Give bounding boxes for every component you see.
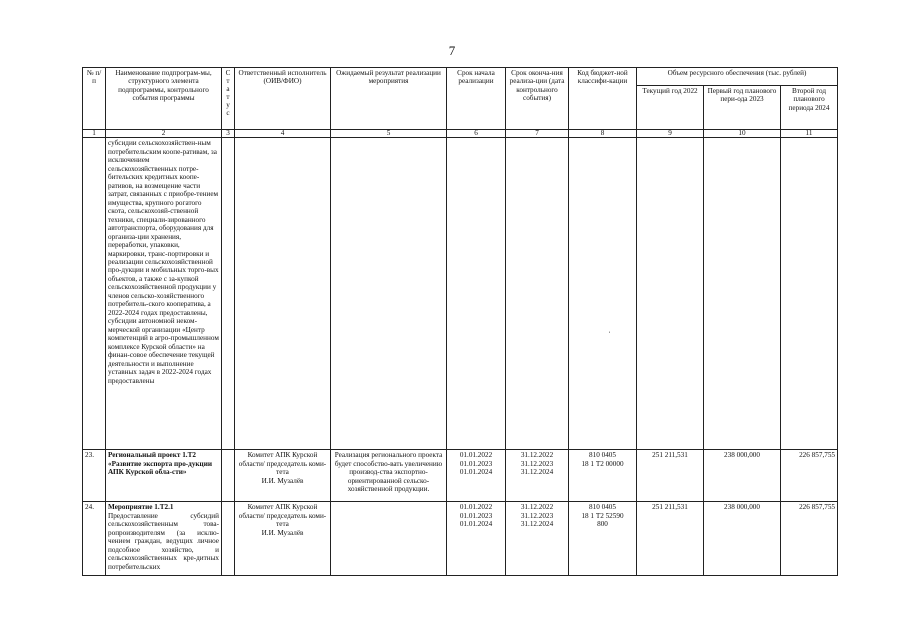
header-year-2023: Первый год планового пери-ода 2023 <box>704 86 781 130</box>
start-date: 01.01.2023 <box>459 511 493 520</box>
amount-2022: 251 211,531 <box>637 502 704 576</box>
row-number: 24. <box>83 502 106 576</box>
column-number: 10 <box>704 130 781 138</box>
budget-code <box>569 502 637 576</box>
header-end: Срок оконча-ния реализа-ции (дата контрольного события) <box>506 68 569 130</box>
column-number: 2 <box>106 130 222 138</box>
executor-name: И.И. Музалёв <box>261 528 304 537</box>
start-dates <box>447 450 506 502</box>
end-dates <box>506 450 569 502</box>
table-row <box>83 502 838 576</box>
measure-text: Предоставление субсидий сельскохозяйственным това-ропроизводителям (за исклю-чением граждан, ведущих личное подсобное хозяйство, и сельскохозяйственных кре-дитных потребительских <box>108 511 219 571</box>
continuation-text: субсидии сельскохозяйствен-ным потребительским коопе-ративам, за исключением сельскохозяйственных потре-бительских кредитных коопе-ративов, на возмещение части затрат, связанных с приобре-тением имущества, крупного рогатого скота, сельскохозяй-ственной техники, специали-зированного автотранспорта, оборудования для организа-ции хранения, переработки, упаковки, маркировки, транс-портировки и реализации сельскохозяйственной про-дукции и мобильных торго-вых объектов, а также с за-купкой сельскохозяйственной продукции у членов сельско-хозяйственного потребитель-ского кооператива, а 2022-2024 годах предоставлены, субсидии автономной неком-мерческой организации «Центр компетенций в агро-промышленном комплексе Курской области» на финан-совое обеспечение текущей деятельности и выполнение уставных задач в 2022-2024 годах предоставлены <box>106 138 222 450</box>
column-number: 6 <box>447 130 506 138</box>
amount-2023: 238 000,000 <box>704 450 781 502</box>
table-row <box>83 450 838 502</box>
start-date: 01.01.2023 <box>459 459 493 468</box>
end-date: 31.12.2023 <box>520 511 554 520</box>
expected-result: Реализация регионального проекта будет способство-вать увеличению производ-ства экспортно-ориентированной сельско-хозяйственной продукции. <box>331 450 447 502</box>
end-date: 31.12.2024 <box>520 520 554 529</box>
resource-table <box>82 67 838 576</box>
executor-name: И.И. Музалёв <box>261 476 304 485</box>
column-number: 9 <box>637 130 704 138</box>
header-year-2022: Текущий год 2022 <box>637 86 704 130</box>
header-name: Наименование подпрограм-мы, структурного элемента подпрограммы, контрольного события программы <box>106 68 222 130</box>
amount-2022: 251 211,531 <box>637 450 704 502</box>
end-date: 31.12.2022 <box>520 451 554 460</box>
column-number: 7 <box>506 130 569 138</box>
start-date: 01.01.2024 <box>459 468 493 477</box>
amount-2024: 226 857,755 <box>781 450 838 502</box>
budget-code <box>569 450 637 502</box>
start-date: 01.01.2022 <box>459 451 493 460</box>
start-date: 01.01.2024 <box>459 520 493 529</box>
measure-name <box>106 502 222 576</box>
header-year-2024: Второй год планового периода 2024 <box>781 86 838 130</box>
header-result: Ожидаемый результат реализации мероприятия <box>331 68 447 130</box>
executor <box>235 450 331 502</box>
end-dates <box>506 502 569 576</box>
end-date: 31.12.2024 <box>520 468 554 477</box>
header-resources: Объем ресурсного обеспечения (тыс. рублей) <box>637 68 838 86</box>
column-number: 8 <box>569 130 637 138</box>
header-num: № п/п <box>83 68 106 130</box>
end-date: 31.12.2022 <box>520 503 554 512</box>
executor-org: Комитет АПК Курской области/ председатель коми-тета <box>238 503 327 529</box>
executor-org: Комитет АПК Курской области/ председатель коми-тета <box>238 451 327 477</box>
table-row <box>83 138 838 450</box>
column-number: 1 <box>83 130 106 138</box>
budget-code-line: 810 0405 <box>589 451 616 460</box>
budget-code-line: 810 0405 <box>589 503 616 512</box>
page-number: 7 <box>448 43 456 58</box>
row-number: 23. <box>83 450 106 502</box>
start-date: 01.01.2022 <box>459 503 493 512</box>
end-date: 31.12.2023 <box>520 459 554 468</box>
column-number: 4 <box>235 130 331 138</box>
amount-2024: 226 857,755 <box>781 502 838 576</box>
start-dates <box>447 502 506 576</box>
executor <box>235 502 331 576</box>
scan-mark: ˈ <box>608 330 611 340</box>
project-name: Региональный проект 1.Т2 «Развитие экспорта про-дукции АПК Курской обла-сти» <box>106 450 222 502</box>
budget-code-line: 18 1 Т2 52590 <box>581 511 624 520</box>
header-code: Код бюджет-ной классифи-кации <box>569 68 637 130</box>
budget-code-line: 18 1 Т2 00000 <box>581 459 624 468</box>
column-number: 3 <box>222 130 235 138</box>
budget-code-line: 800 <box>597 520 608 529</box>
measure-title: Мероприятие 1.Т2.1 <box>108 503 174 512</box>
header-executor: Ответственный исполнитель (ОИВ/ФИО) <box>235 68 331 130</box>
amount-2023: 238 000,000 <box>704 502 781 576</box>
column-number: 11 <box>781 130 838 138</box>
header-status: С т а т у с <box>222 68 235 130</box>
column-number: 5 <box>331 130 447 138</box>
header-start: Срок начала реализации <box>447 68 506 130</box>
